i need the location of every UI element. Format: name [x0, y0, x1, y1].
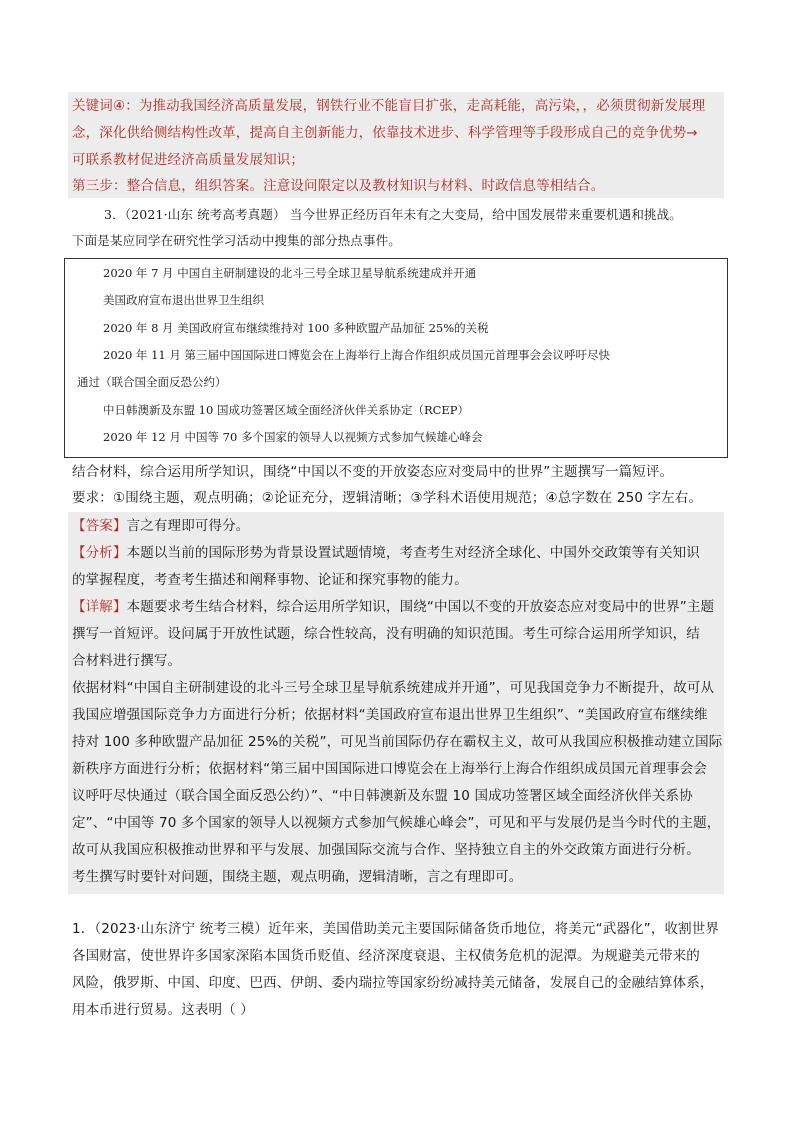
detail-para-line-8: 考生撰写时要针对问题，围绕主题，观点明确，逻辑清晰，言之有理即可。: [72, 869, 523, 885]
event-1: 2020 年 7 月 中国自主研制建设的北斗三号全球卫星导航系统建成并开通: [103, 266, 477, 280]
detail-para-line-6: 定”、“中国等 70 多个国家的领导人以视频方式参加气候雄心峰会”，可见和平与发展仍是当今时代的主题，: [72, 815, 721, 831]
keyword4-line-2: 念，深化供给侧结构性改革，提高自主创新能力，依靠技术进步、科学管理等手段形成自己的竞争优势→: [72, 125, 698, 141]
detail-line-1: [72, 597, 714, 617]
event-3: 2020 年 8 月 美国政府宣布继续维持对 100 多种欧盟产品加征 25%的关税: [103, 321, 489, 335]
event-4: 2020 年 11 月 第三届中国国际进口博览会在上海举行上海合作组织成员国元首理事会会议呼吁尽快: [103, 348, 611, 362]
question1-line-4: 用本币进行贸易。这表明（ ）: [72, 1002, 254, 1018]
question1-line-2: 各国财富，使世界许多国家深陷本国货币贬值、经济深度衰退、主权债务危机的泥潭。为规避美元带来的: [72, 948, 700, 964]
analysis-text-1: 本题以当前的国际形势为背景设置试题情境，考查考生对经济全球化、中国外交政策等有关知识: [126, 545, 700, 561]
materials-box: [64, 258, 728, 458]
keyword4-line-1: 关键词④：为推动我国经济高质量发展，钢铁行业不能盲目扩张，走高耗能，高污染，，必须贯彻新发展理: [72, 98, 706, 114]
detail-line-2: 撰写一首短评。设问属于开放性试题，综合性较高，没有明确的知识范围。考生可综合运用所学知识，结: [72, 626, 700, 642]
question1-line-1: 1．（2023·山东济宁 统考三模）近年来，美国借助美元主要国际储备货币地位，将美元“武器化”，收割世界: [72, 921, 720, 937]
question3-line-1: 3．（2021·山东 统考高考真题） 当今世界正经历百年未有之大变局，给中国发展带来重要机遇和挑战。: [104, 207, 682, 222]
question3-line-2: 下面是某应同学在研究性学习活动中搜集的部分热点事件。: [72, 233, 401, 248]
task-line-2: 要求：①围绕主题，观点明确；②论证充分，逻辑清晰；③学科术语使用规范；④总字数在 250 字左右。: [72, 490, 703, 506]
analysis-line-1: [72, 543, 700, 563]
detail-para-line-1: 依据材料“中国自主研制建设的北斗三号全球卫星导航系统建成并开通”，可见我国竞争力不断提升，故可从: [72, 680, 715, 696]
analysis-tag: 【分析】: [72, 545, 127, 561]
detail-para-line-2: 我国应增强国际竞争力方面进行分析；依据材料“美国政府宣布退出世界卫生组织”、“美国政府宣布继续维: [72, 707, 708, 723]
event-5: 中日韩澳新及东盟 10 国成功签署区域全面经济伙伴关系协定（RCEP）: [103, 403, 470, 417]
task-line-1: 结合材料，综合运用所学知识，围绕“中国以不变的开放姿态应对变局中的世界”主题撰写一篇短评。: [72, 464, 674, 480]
detail-para-line-3: 持对 100 多种欧盟产品加征 25%的关税”，可见当前国际仍存在霸权主义，故可从我国应积极推动建立国际: [72, 734, 723, 750]
question1-line-3: 风险，俄罗斯、中国、印度、巴西、伊朗、委内瑞拉等国家纷纷减持美元储备，发展自己的金融结算体系，: [72, 975, 714, 991]
detail-para-line-4: 新秩序方面进行分析；依据材料“第三届中国国际进口博览会在上海举行上海合作组织成员国元首理事会会: [72, 761, 708, 777]
step3-line: 第三步：整合信息，组织答案。注意设问限定以及教材知识与材料、时政信息等相结合。: [72, 178, 605, 194]
analysis-line-2: 的掌握程度，考查考生描述和阐释事物、论证和探究事物的能力。: [72, 572, 468, 588]
answer-text: 言之有理即可得分。: [126, 518, 250, 534]
detail-line-3: 合材料进行撰写。: [72, 653, 182, 669]
event-6: 2020 年 12 月 中国等 70 多个国家的领导人以视频方式参加气候雄心峰会: [103, 430, 483, 444]
detail-tag: 【详解】: [72, 599, 127, 615]
keyword4-line-3: 可联系教材促进经济高质量发展知识；: [72, 152, 305, 168]
detail-text-1: 本题要求考生结合材料，综合运用所学知识，围绕“中国以不变的开放姿态应对变局中的世界”主题: [126, 599, 715, 615]
detail-para-line-7: 故可从我国应积极推动世界和平与发展、加强国际交流与合作、坚持独立自主的外交政策方面进行分析。: [72, 842, 700, 858]
event-2: 美国政府宣布退出世界卫生组织: [103, 293, 264, 307]
answer-line: [72, 516, 249, 536]
detail-para-line-5: 议呼吁尽快通过（联合国全面反恐公约）”、“中日韩澳新及东盟 10 国成功签署区域全面经济伙伴关系协: [72, 788, 693, 804]
event-4-cont: 通过（联合国全面反恐公约）: [77, 375, 227, 389]
answer-tag: 【答案】: [72, 518, 127, 534]
